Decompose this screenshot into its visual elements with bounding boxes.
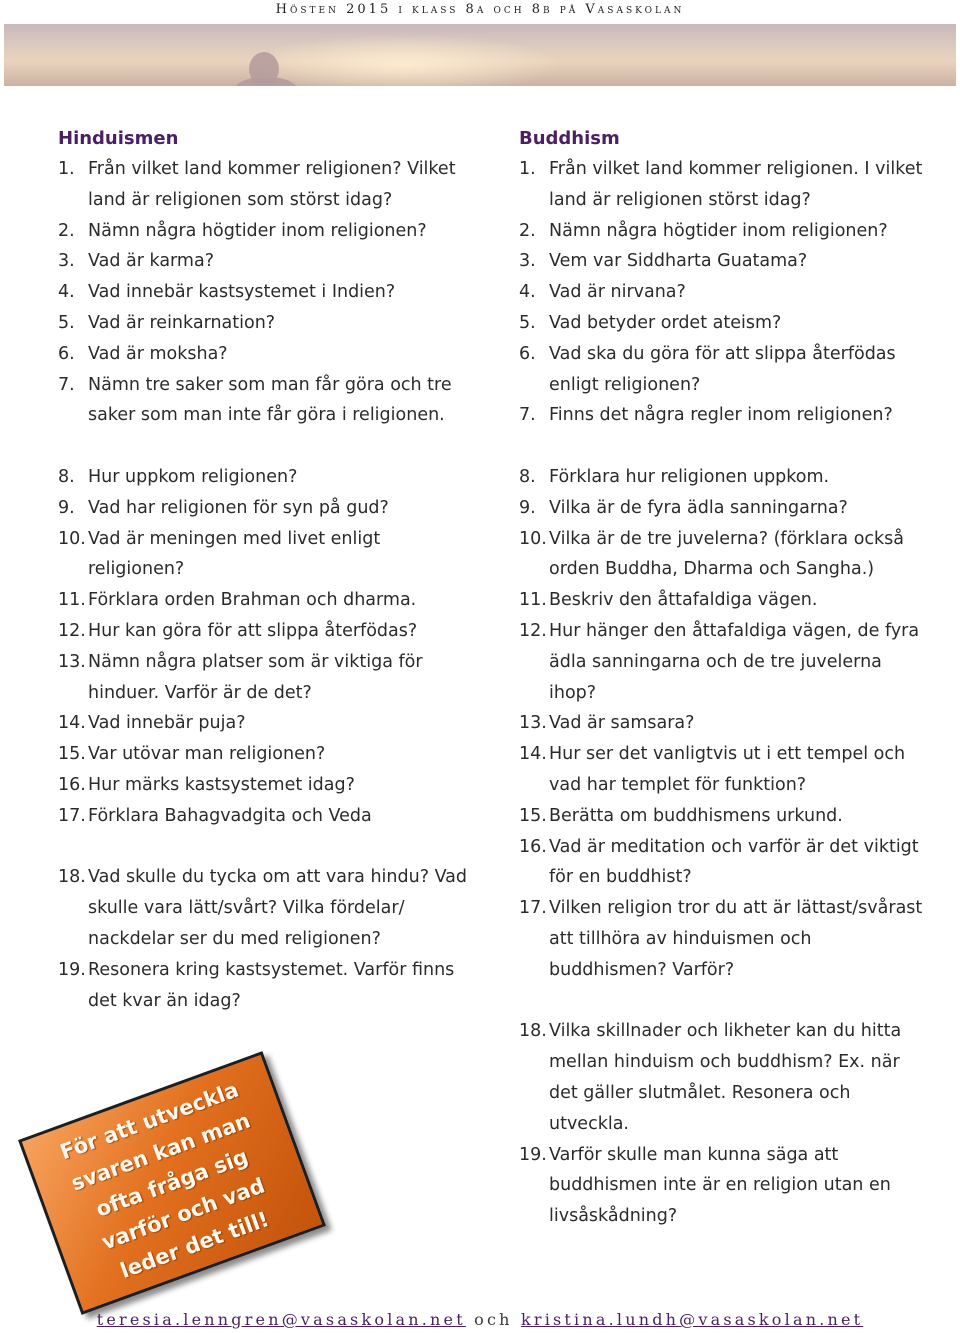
question-item: 13. Vad är samsara? <box>519 713 695 734</box>
hinduism-questions-2 <box>58 462 478 832</box>
question-item: 10. Vilka är de tre juvelerna? (förklara också orden Buddha, Dharma och Sangha.) <box>519 528 904 580</box>
question-item: 12. Hur kan göra för att slippa återfödas? <box>58 620 418 641</box>
email-link-teresia[interactable]: teresia.lenngren@vasaskolan.net <box>96 1310 466 1329</box>
question-item: 14. Hur ser det vanligtvis ut i ett tempel och vad har templet för funktion? <box>519 744 906 795</box>
question-item: 19. Resonera kring kastsystemet. Varför finns det kvar än idag? <box>58 959 455 1011</box>
question-item: 7. Finns det några regler inom religionen? <box>519 405 893 426</box>
question-item: 8. Hur uppkom religionen? <box>58 466 298 487</box>
email-link-kristina[interactable]: kristina.lundh@vasaskolan.net <box>520 1310 864 1329</box>
question-item: 2. Nämn några högtider inom religionen? <box>519 220 888 241</box>
question-item: 1. Från vilket land kommer religionen? Vilket land är religionen som störst idag? <box>58 159 456 210</box>
question-item: 14. Vad innebär puja? <box>58 713 246 734</box>
question-item: 19. Varför skulle man kunna säga att buddhismen inte är en religion utan en livsåskådning? <box>519 1144 891 1227</box>
question-item: 11. Förklara orden Brahman och dharma. <box>58 590 417 611</box>
question-item: 9. Vilka är de fyra ädla sanningarna? <box>519 497 848 518</box>
question-item: 5. Vad betyder ordet ateism? <box>519 312 782 333</box>
question-item: 6. Vad ska du göra för att slippa återfödas enligt religionen? <box>519 343 896 395</box>
question-item: 3. Vad är karma? <box>58 251 214 272</box>
hinduism-questions-3 <box>58 862 478 1016</box>
question-item: 18. Vad skulle du tycka om att vara hindu? Vad skulle vara lätt/svårt? Vilka fördelar/ nackdelar ser du med religionen? <box>58 867 468 949</box>
buddhism-questions-3 <box>519 1016 929 1232</box>
hinduism-column <box>58 124 478 1016</box>
question-item: 10. Vad är meningen med livet enligt religionen? <box>58 528 381 580</box>
tip-stamp <box>18 1051 326 1315</box>
question-item: 16. Hur märks kastsystemet idag? <box>58 774 355 795</box>
question-item: 4. Vad innebär kastsystemet i Indien? <box>58 282 396 303</box>
question-item: 12. Hur hänger den åttafaldiga vägen, de fyra ädla sanningarna och de tre juvelerna ihop? <box>519 620 920 703</box>
hinduism-questions-1 <box>58 154 478 431</box>
question-item: 4. Vad är nirvana? <box>519 282 686 303</box>
question-item: 8. Förklara hur religionen uppkom. <box>519 466 830 487</box>
buddhism-column <box>519 124 929 1232</box>
question-item: 5. Vad är reinkarnation? <box>58 312 276 333</box>
header-banner-image <box>4 24 956 86</box>
question-item: 17. Vilken religion tror du att är lättast/svårast att tillhöra av hinduismen och buddhismen? Varför? <box>519 898 923 980</box>
question-item: 1. Från vilket land kommer religionen. I vilket land är religionen störst idag? <box>519 159 923 210</box>
buddhism-questions-1 <box>519 154 929 431</box>
question-item: 3. Vem var Siddharta Guatama? <box>519 251 808 272</box>
hinduism-title: Hinduismen <box>58 128 179 149</box>
question-item: 15. Berätta om buddhismens urkund. <box>519 805 843 826</box>
question-item: 7. Nämn tre saker som man får göra och tre saker som man inte får göra i religionen. <box>58 374 452 426</box>
question-item: 15. Var utövar man religionen? <box>58 744 326 765</box>
buddhism-title: Buddhism <box>519 128 620 149</box>
question-item: 9. Vad har religionen för syn på gud? <box>58 497 389 518</box>
question-item: 13. Nämn några platser som är viktiga för hinduer. Varför är de det? <box>58 651 423 703</box>
question-item: 2. Nämn några högtider inom religionen? <box>58 220 427 241</box>
tip-stamp-text: För att utveckla svaren kan man ofta fråga sig varför och vad leder det till! <box>56 1077 272 1283</box>
footer-conjunction: och <box>474 1310 513 1329</box>
question-item: 16. Vad är meditation och varför är det viktigt för en buddhist? <box>519 836 919 888</box>
question-item: 6. Vad är moksha? <box>58 343 228 364</box>
question-item: 17. Förklara Bahagvadgita och Veda <box>58 805 372 826</box>
footer-contacts <box>0 1308 960 1332</box>
page-header-title: Hösten 2015 i klass 8a och 8b på Vasaskolan <box>275 2 685 17</box>
question-item: 18. Vilka skillnader och likheter kan du hitta mellan hinduism och buddhism? Ex. när det gäller slutmålet. Resonera och utveckla. <box>519 1021 902 1134</box>
buddhism-questions-2 <box>519 462 929 986</box>
question-item: 11. Beskriv den åttafaldiga vägen. <box>519 590 818 611</box>
